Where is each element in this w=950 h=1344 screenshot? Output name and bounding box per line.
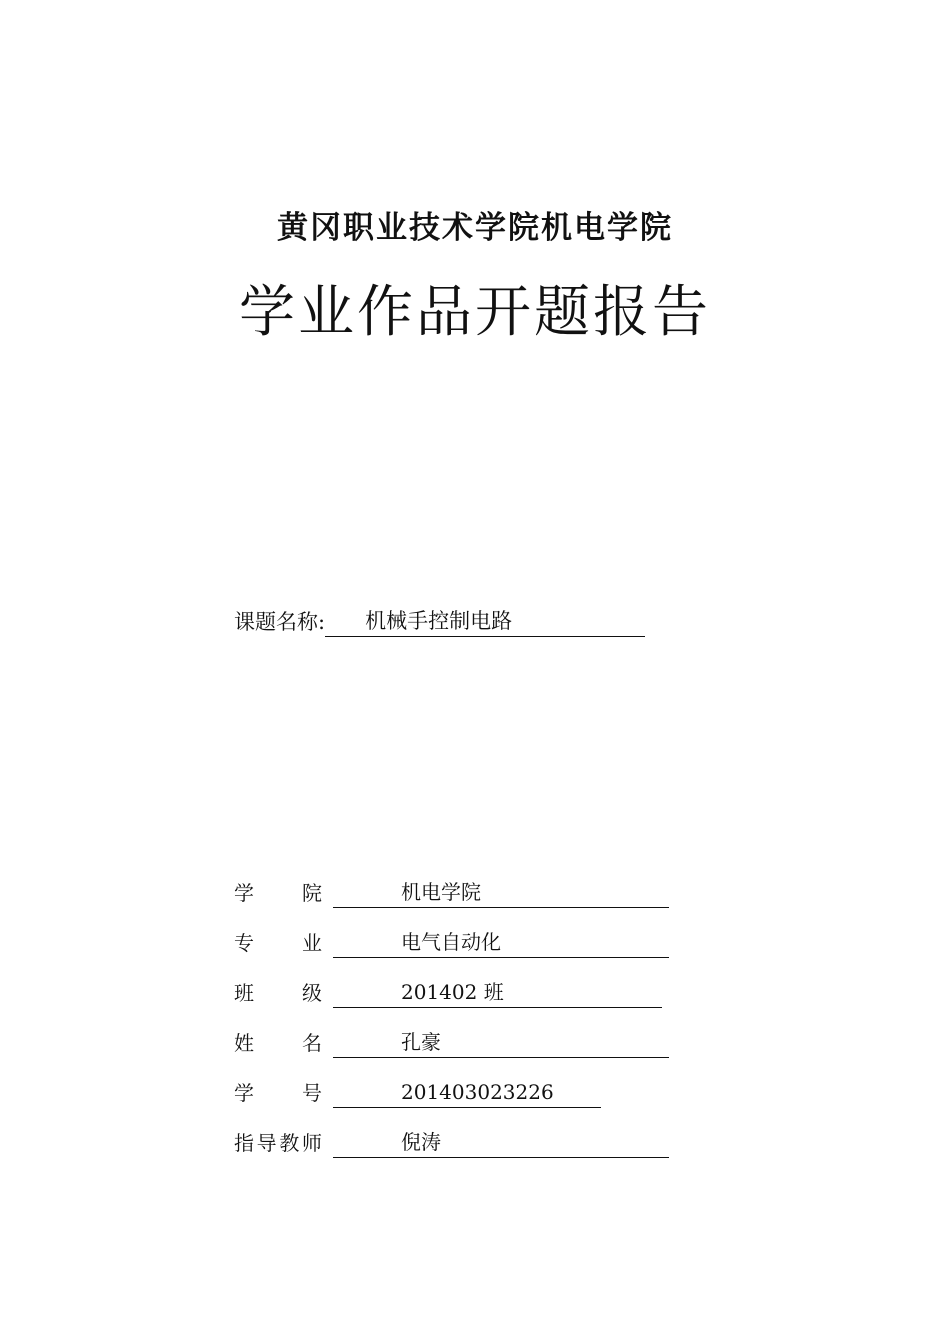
name-row <box>234 1008 669 1058</box>
class-value: 201402 班 <box>333 977 662 1008</box>
student-id-row <box>234 1058 669 1108</box>
topic-value: 机械手控制电路 <box>325 606 645 637</box>
college-row <box>234 858 669 908</box>
name-value: 孔豪 <box>333 1027 669 1058</box>
student-id-label: 学 号 <box>234 1081 322 1105</box>
topic-row <box>234 603 645 637</box>
info-block <box>234 858 669 1158</box>
college-label: 学 院 <box>234 881 322 905</box>
major-label: 专 业 <box>234 931 322 955</box>
class-row <box>234 958 669 1008</box>
major-row <box>234 908 669 958</box>
advisor-label: 指导教师 <box>234 1131 322 1155</box>
student-id-value: 201403023226 <box>333 1077 601 1108</box>
advisor-row <box>234 1108 669 1158</box>
report-title: 学业作品开题报告 <box>239 280 711 345</box>
advisor-value: 倪涛 <box>333 1127 669 1158</box>
name-label: 姓 名 <box>234 1031 322 1055</box>
topic-label: 课题名称: <box>234 610 326 634</box>
class-label: 班 级 <box>234 981 322 1005</box>
school-name: 黄冈职业技术学院机电学院 <box>277 210 673 246</box>
college-value: 机电学院 <box>333 877 669 908</box>
major-value: 电气自动化 <box>333 927 669 958</box>
